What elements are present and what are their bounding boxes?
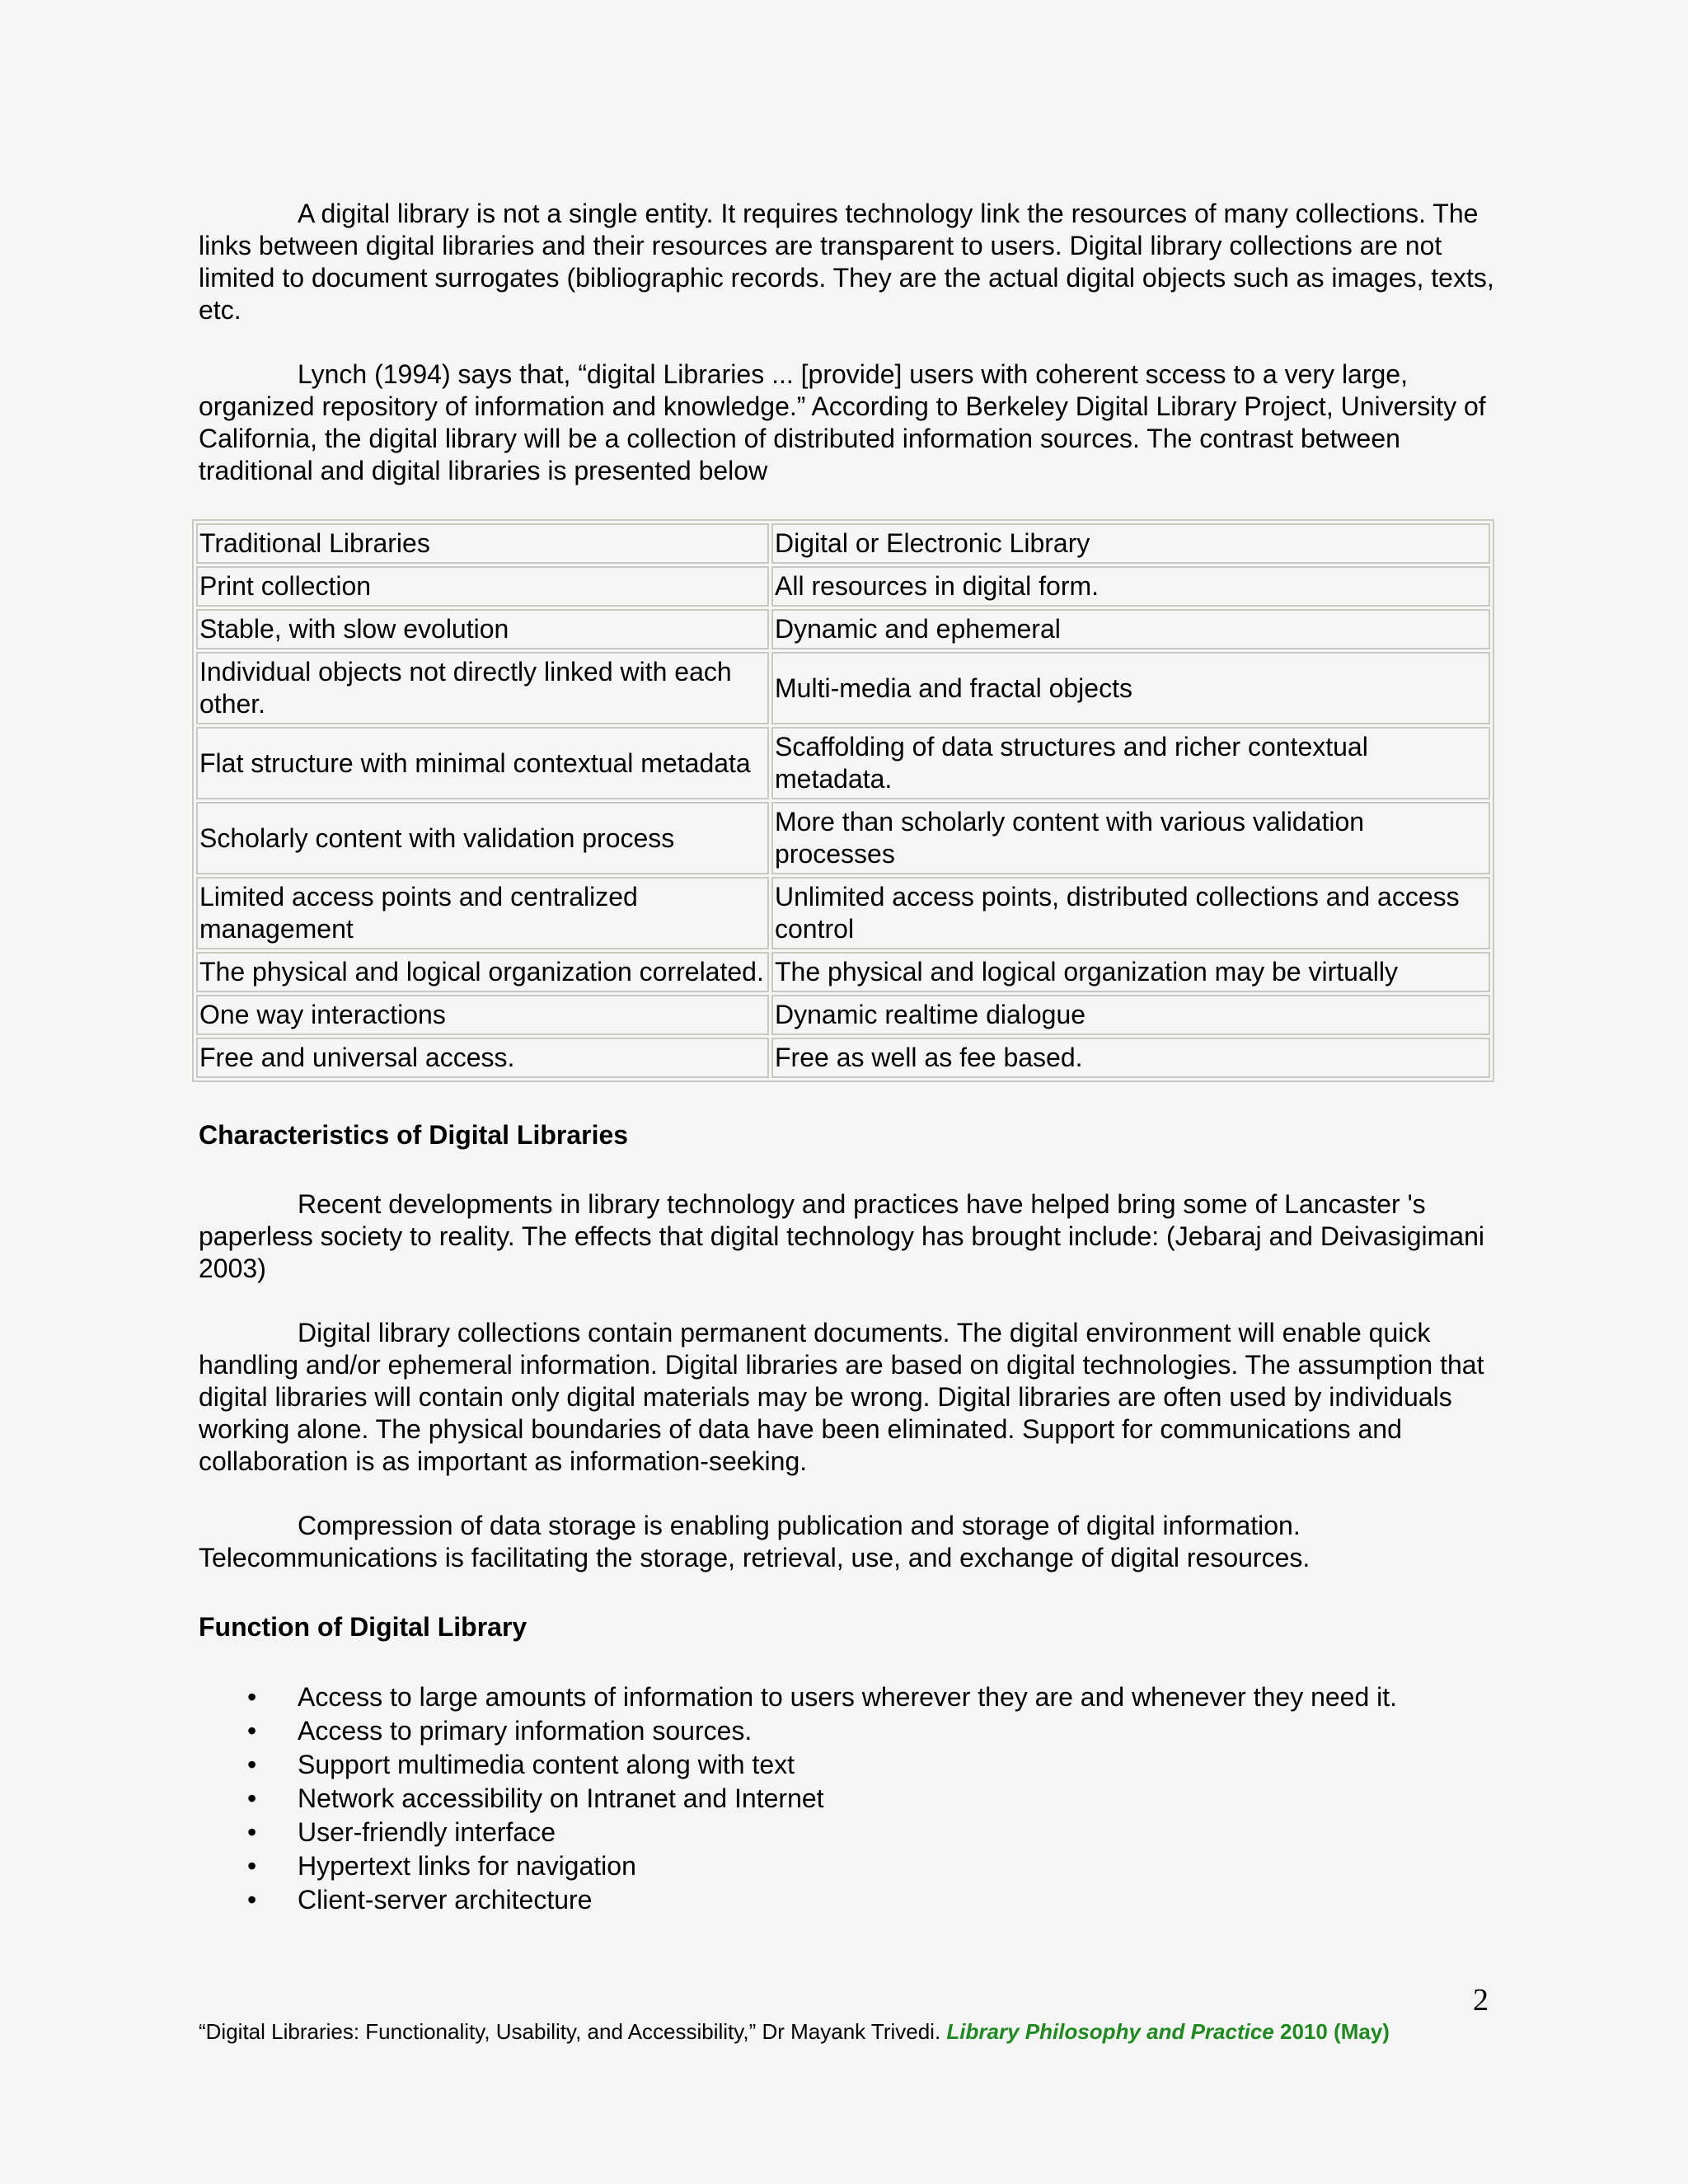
list-item-text: Access to large amounts of information to users wherever they are and whenever they need it. xyxy=(298,1682,1398,1712)
table-cell: Stable, with slow evolution xyxy=(196,609,769,649)
table-row xyxy=(196,952,1490,992)
comparison-table xyxy=(192,519,1494,1082)
table-row xyxy=(196,995,1490,1035)
list-item xyxy=(199,1680,1496,1714)
bullet-icon: • xyxy=(247,1783,257,1813)
table-row xyxy=(196,609,1490,649)
table-cell: Dynamic realtime dialogue xyxy=(771,995,1490,1035)
table-row xyxy=(196,802,1490,874)
bullet-icon: • xyxy=(247,1750,257,1779)
paragraph-intro-1: A digital library is not a single entity. It requires technology link the resources of many collections. The links between digital libraries and their resources are transparent to users. Digital library collections are not limited to document surrogates (bibliographic records. They are the actual digital objects such as images, texts, etc. xyxy=(199,199,1494,325)
table-cell: Free and universal access. xyxy=(196,1038,769,1078)
table-row xyxy=(196,1038,1490,1078)
table-cell: Individual objects not directly linked with each other. xyxy=(196,652,769,724)
table-row xyxy=(196,652,1490,724)
list-item-text: Access to primary information sources. xyxy=(298,1716,753,1746)
list-item xyxy=(199,1714,1496,1748)
paragraph-characteristics-2: Digital library collections contain permanent documents. The digital environment will enable quick handling and/or ephemeral information. Digital libraries are based on digital technologies. The assumption that digital libraries will contain only digital materials may be wrong. Digital libraries are often used by individuals working alone. The physical boundaries of data have been eliminated. Support for communications and collaboration is as important as information-seeking. xyxy=(199,1318,1484,1476)
bullet-icon: • xyxy=(247,1885,257,1915)
document-body xyxy=(199,198,1496,1917)
bullet-icon: • xyxy=(247,1851,257,1881)
paragraph-characteristics-1: Recent developments in library technology and practices have helped bring some of Lancaster 's paperless society to reality. The effects that digital technology has brought include: (Jebaraj and Deivasigimani 2003) xyxy=(199,1189,1484,1283)
section-heading-characteristics: Characteristics of Digital Libraries xyxy=(199,1120,629,1150)
bullet-icon: • xyxy=(247,1716,257,1746)
function-list xyxy=(199,1680,1496,1917)
table-cell: Unlimited access points, distributed collections and access control xyxy=(771,877,1490,949)
table-row xyxy=(196,727,1490,799)
table-cell: Dynamic and ephemeral xyxy=(771,609,1490,649)
table-cell: The physical and logical organization correlated. xyxy=(196,952,769,992)
table-cell: Flat structure with minimal contextual metadata xyxy=(196,727,769,799)
table-cell: One way interactions xyxy=(196,995,769,1035)
table-row xyxy=(196,566,1490,607)
table-row xyxy=(196,877,1490,949)
page-number: 2 xyxy=(1473,1983,1489,2018)
paragraph-characteristics-3: Compression of data storage is enabling publication and storage of digital information. Telecommunications is facilitating the storage, retrieval, use, and exchange of digital resources. xyxy=(199,1511,1311,1572)
list-item xyxy=(199,1748,1496,1782)
table-cell: Multi-media and fractal objects xyxy=(771,652,1490,724)
footer-citation-text: “Digital Libraries: Functionality, Usability, and Accessibility,” Dr Mayank Trivedi. xyxy=(199,2019,947,2044)
table-cell: Scaffolding of data structures and richer contextual metadata. xyxy=(771,727,1490,799)
list-item xyxy=(199,1782,1496,1816)
footer-date: 2010 (May) xyxy=(1273,2019,1390,2044)
list-item-text: Hypertext links for navigation xyxy=(298,1851,636,1881)
list-item xyxy=(199,1849,1496,1883)
section-heading-function: Function of Digital Library xyxy=(199,1612,528,1642)
bullet-icon: • xyxy=(247,1682,257,1712)
list-item-text: User-friendly interface xyxy=(298,1817,556,1847)
table-cell: Scholarly content with validation process xyxy=(196,802,769,874)
table-cell: Digital or Electronic Library xyxy=(771,523,1490,564)
bullet-icon: • xyxy=(247,1817,257,1847)
paragraph-intro-2: Lynch (1994) says that, “digital Libraries ... [provide] users with coherent sccess to a very large, organized repository of information and knowledge.” According to Berkeley Digital Library Project, University of California, the digital library will be a collection of distributed information sources. The contrast between traditional and digital libraries is presented below xyxy=(199,359,1486,485)
table-cell: Print collection xyxy=(196,566,769,607)
table-cell: Limited access points and centralized management xyxy=(196,877,769,949)
table-cell: Traditional Libraries xyxy=(196,523,769,564)
list-item-text: Network accessibility on Intranet and Internet xyxy=(298,1783,824,1813)
footer-citation xyxy=(199,2018,1390,2045)
table-row xyxy=(196,523,1490,564)
footer-journal-title: Library Philosophy and Practice xyxy=(946,2019,1274,2044)
table-cell: All resources in digital form. xyxy=(771,566,1490,607)
list-item xyxy=(199,1883,1496,1917)
table-cell: The physical and logical organization may be virtually xyxy=(771,952,1490,992)
list-item-text: Client-server architecture xyxy=(298,1885,593,1915)
table-cell: Free as well as fee based. xyxy=(771,1038,1490,1078)
list-item-text: Support multimedia content along with text xyxy=(298,1750,795,1779)
list-item xyxy=(199,1816,1496,1849)
table-cell: More than scholarly content with various validation processes xyxy=(771,802,1490,874)
